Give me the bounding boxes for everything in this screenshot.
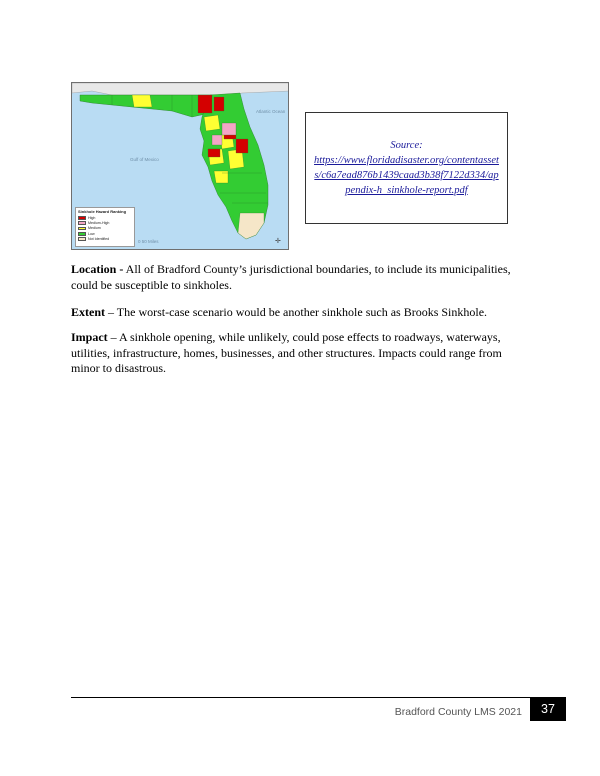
legend-swatch	[78, 237, 86, 241]
legend-swatch	[78, 227, 86, 231]
footer-document-title: Bradford County LMS 2021	[394, 706, 522, 718]
legend-label: Medium-High	[88, 221, 110, 226]
legend-swatch	[78, 232, 86, 236]
map-legend	[75, 207, 135, 247]
source-box	[305, 112, 508, 224]
legend-label: Not Identified	[88, 237, 110, 242]
impact-heading: Impact	[71, 330, 108, 344]
atlantic-label: Atlantic Ocean	[256, 109, 286, 114]
source-link[interactable]: https://www.floridadisaster.org/contentassets/c6a7ead876b1439caad3b38f7122d334/appendix-h_sinkhole-report.pdf	[314, 155, 499, 196]
location-heading: Location -	[71, 262, 124, 276]
legend-swatch	[78, 216, 86, 220]
legend-item	[78, 237, 132, 242]
impact-paragraph	[71, 330, 531, 377]
impact-text: – A sinkhole opening, while unlikely, could pose effects to roadways, waterways, utilities, infrastructure, homes, businesses, and other structures. Impacts could range from minor to disastrous.	[71, 330, 502, 375]
location-paragraph	[71, 262, 531, 293]
legend-label: Medium	[88, 226, 101, 231]
gulf-label: Gulf of Mexico	[130, 157, 159, 162]
footer-divider	[71, 697, 566, 698]
north-arrow-icon: ✛	[275, 237, 281, 245]
legend-label: High	[88, 215, 96, 220]
legend-label: Low	[88, 231, 95, 236]
scale-bar-label: 0 50 Miles	[138, 239, 159, 244]
page-number: 37	[530, 697, 566, 721]
extent-text: – The worst-case scenario would be another sinkhole such as Brooks Sinkhole.	[105, 305, 488, 319]
legend-title: Sinkhole Hazard Ranking	[78, 209, 127, 214]
extent-heading: Extent	[71, 305, 105, 319]
sinkhole-hazard-map	[71, 82, 289, 250]
extent-paragraph	[71, 305, 531, 321]
legend-swatch	[78, 221, 86, 225]
location-text: All of Bradford County’s jurisdictional boundaries, to include its municipalities, could be susceptible to sinkholes.	[71, 262, 511, 292]
source-label: Source:	[390, 140, 423, 151]
